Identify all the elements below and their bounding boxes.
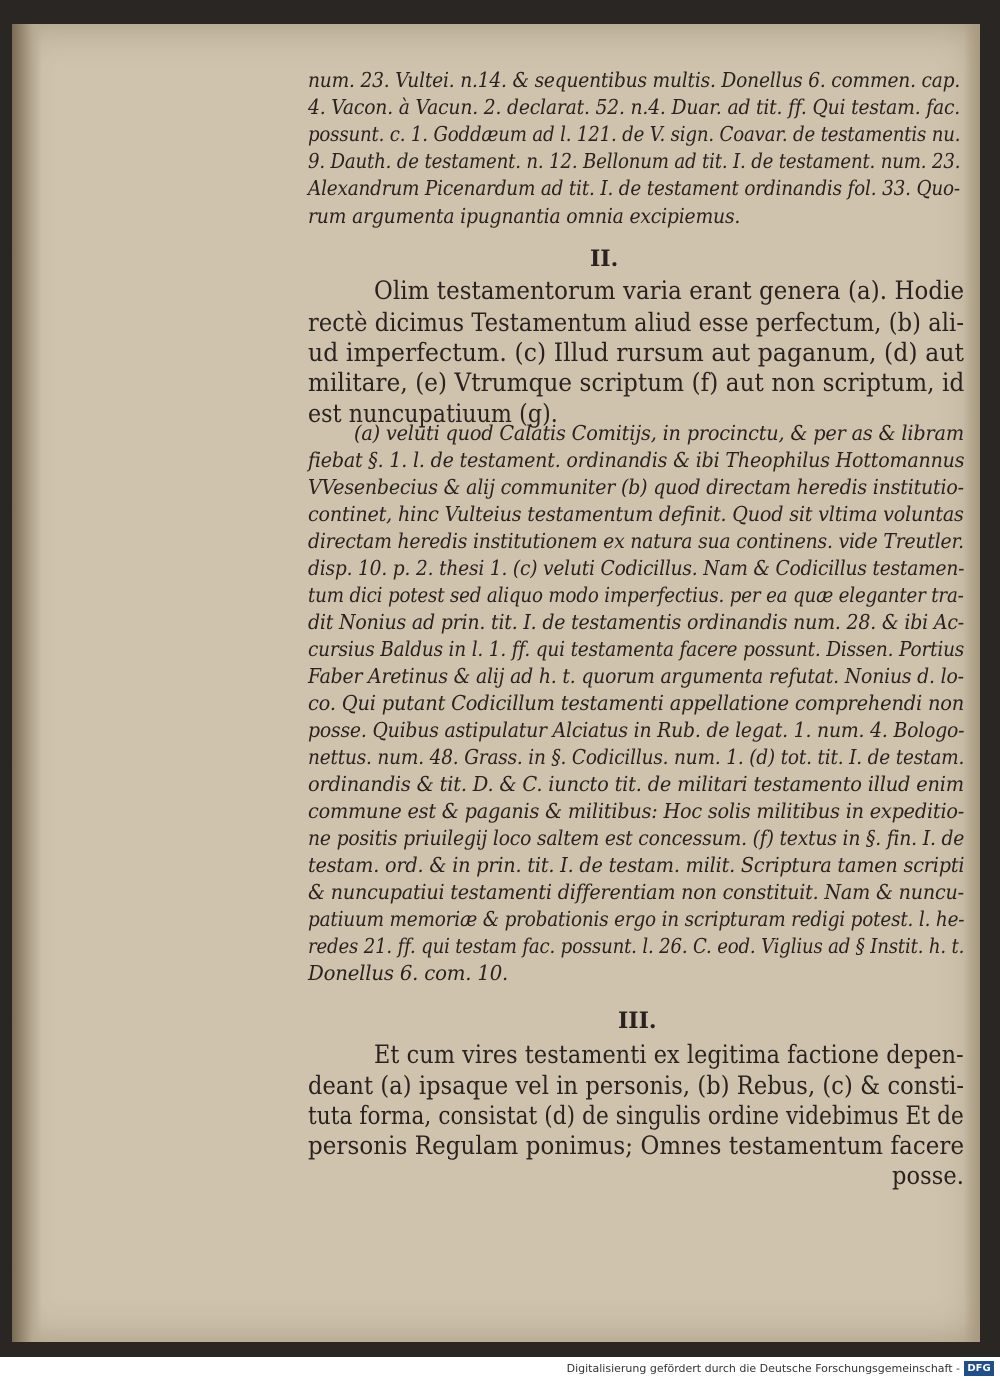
note-text-line: ordinandis & tit. D. & C. iuncto tit. de militari testamento illud enim	[308, 772, 964, 796]
note-text-line: & nuncupatiui testamenti differentiam non constituit. Nam & nuncu-	[308, 880, 964, 904]
section-number: II.	[590, 246, 619, 272]
funding-notice: Digitalisierung gefördert durch die Deutsche Forschungsgemeinschaft -	[566, 1362, 960, 1375]
note-text-line: rum argumenta ipugnantia omnia excipiemus.	[308, 204, 741, 228]
note-text-line: fiebat §. 1. l. de testament. ordinandis & ibi Theophilus Hottomannus	[308, 448, 965, 472]
note-text-line: tum dici potest sed aliquo modo imperfectius. per ea quæ eleganter tra-	[308, 583, 964, 607]
note-text-line: redes 21. ff. qui testam fac. possunt. l. 26. C. eod. Viglius ad § Instit. h. t.	[308, 934, 965, 958]
note-text-line: (a) veluti quod Calatis Comitijs, in procinctu, & per as & libram	[354, 421, 964, 445]
body-text-line: deant (a) ipsaque vel in personis, (b) Rebus, (c) & consti-	[308, 1071, 965, 1100]
body-text-line: tuta forma, consistat (d) de singulis ordine videbimus Et de	[308, 1101, 964, 1130]
note-text-line: VVesenbecius & alij communiter (b) quod directam heredis institutio-	[308, 475, 964, 499]
body-text-line: est nuncupatiuum (g).	[308, 399, 558, 428]
note-text-line: cursius Baldus in l. 1. ff. qui testamenta facere possunt. Dissen. Portius	[308, 637, 965, 661]
body-text-line: Olim testamentorum varia erant genera (a). Hodie	[374, 276, 965, 305]
note-text-line: num. 23. Vultei. n.14. & sequentibus multis. Donellus 6. commen. cap.	[308, 68, 961, 92]
section-number: III.	[618, 1008, 657, 1034]
note-text-line: posse. Quibus astipulatur Alciatus in Rub. de legat. 1. num. 4. Bologo-	[308, 718, 965, 742]
body-text-line: personis Regulam ponimus; Omnes testamentum facere	[308, 1131, 965, 1160]
note-text-line: continet, hinc Vulteius testamentum definit. Quod sit vltima voluntas	[308, 502, 964, 526]
note-text-line: Faber Aretinus & alij ad h. t. quorum argumenta refutat. Nonius d. lo-	[308, 664, 964, 688]
note-text-line: commune est & paganis & militibus: Hoc solis militibus in expeditio-	[308, 799, 965, 823]
body-text-line: militare, (e) Vtrumque scriptum (f) aut non scriptum, id	[308, 368, 965, 397]
note-text-line: patiuum memoriæ & probationis ergo in scripturam redigi potest. l. he-	[308, 907, 965, 931]
body-text-line: posse.	[892, 1161, 964, 1190]
page-edge-shadow	[964, 24, 980, 1342]
note-text-line: possunt. c. 1. Goddæum ad l. 121. de V. sign. Coavar. de testamentis nu.	[308, 122, 961, 146]
note-text-line: Alexandrum Picenardum ad tit. I. de testament ordinandis fol. 33. Quo-	[308, 176, 960, 200]
dfg-logo: DFG	[964, 1361, 994, 1376]
note-text-line: nettus. num. 48. Grass. in §. Codicillus. num. 1. (d) tot. tit. I. de testam.	[308, 745, 965, 769]
body-text-line: ud imperfectum. (c) Illud rursum aut paganum, (d) aut	[308, 338, 965, 367]
body-text-line: Et cum vires testamenti ex legitima factione depen-	[374, 1040, 964, 1069]
footer-bar	[0, 1357, 1000, 1381]
body-text-line: rectè dicimus Testamentum aliud esse perfectum, (b) ali-	[308, 308, 965, 337]
note-text-line: dit Nonius ad prin. tit. I. de testamentis ordinandis num. 28. & ibi Ac-	[308, 610, 964, 634]
note-text-line: Donellus 6. com. 10.	[308, 961, 509, 985]
note-text-line: disp. 10. p. 2. thesi 1. (c) veluti Codicillus. Nam & Codicillus testamen-	[308, 556, 965, 580]
note-text-line: co. Qui putant Codicillum testamenti appellatione comprehendi non	[308, 691, 965, 715]
note-text-line: testam. ord. & in prin. tit. I. de testam. milit. Scriptura tamen scripti	[308, 853, 965, 877]
note-text-line: directam heredis institutionem ex natura sua continens. vide Treutler.	[308, 529, 964, 553]
note-text-line: ne positis priuilegij loco saltem est concessum. (f) textus in §. fin. I. de	[308, 826, 965, 850]
note-text-line: 4. Vacon. à Vacun. 2. declarat. 52. n.4. Duar. ad tit. ff. Qui testam. fac.	[308, 95, 961, 119]
note-text-line: 9. Dauth. de testament. n. 12. Bellonum ad tit. I. de testament. num. 23.	[308, 149, 961, 173]
page-gutter-shadow	[12, 24, 42, 1342]
